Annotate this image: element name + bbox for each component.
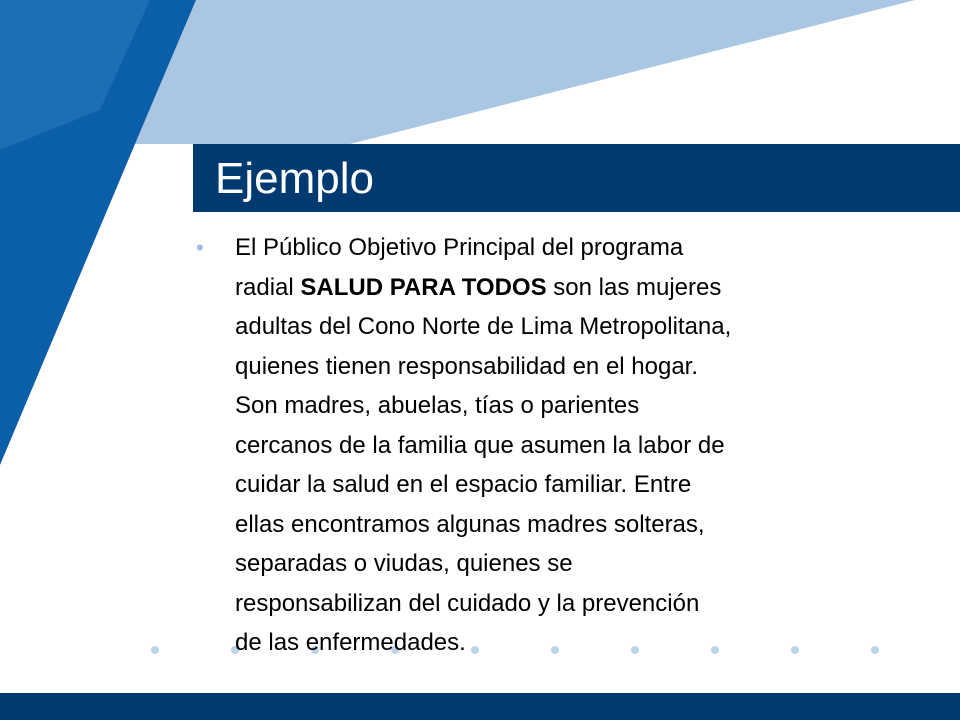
bullet-line: responsabilizan del cuidado y la prevención: [235, 589, 700, 617]
bullet-line: Son madres, abuelas, tías o parientes: [235, 392, 640, 419]
program-name-bold: SALUD PARA TODOS: [300, 273, 547, 301]
bullet-line: adultas del Cono Norte de Lima Metropolitana,: [235, 313, 732, 340]
bullet-line: ellas encontramos algunas madres solteras,: [235, 510, 705, 538]
slide-title: Ejemplo: [215, 154, 374, 203]
bullet-line: quienes tienen responsabilidad en el hogar.: [235, 352, 699, 380]
light-diagonal-band: [135, 0, 915, 144]
bullet-line: de las enfermedades.: [235, 629, 466, 656]
bullet-line-segment: radial: [235, 273, 301, 301]
bullet-line: cercanos de la familia que asumen la labor de: [235, 431, 725, 459]
footer-bar: [0, 693, 960, 720]
bullet-line: [235, 268, 900, 308]
bullet-line: cuidar la salud en el espacio familiar. Entre: [235, 471, 692, 498]
title-bar: [193, 144, 960, 212]
bullet-line: El Público Objetivo Principal del programa: [235, 234, 684, 261]
bullet-dot-icon: •: [196, 235, 204, 260]
decorative-dot: [151, 646, 159, 654]
bullet-line: separadas o viudas, quienes se: [235, 550, 573, 577]
bullet-paragraph: [235, 228, 900, 663]
bullet-line-segment: son las mujeres: [546, 273, 722, 301]
